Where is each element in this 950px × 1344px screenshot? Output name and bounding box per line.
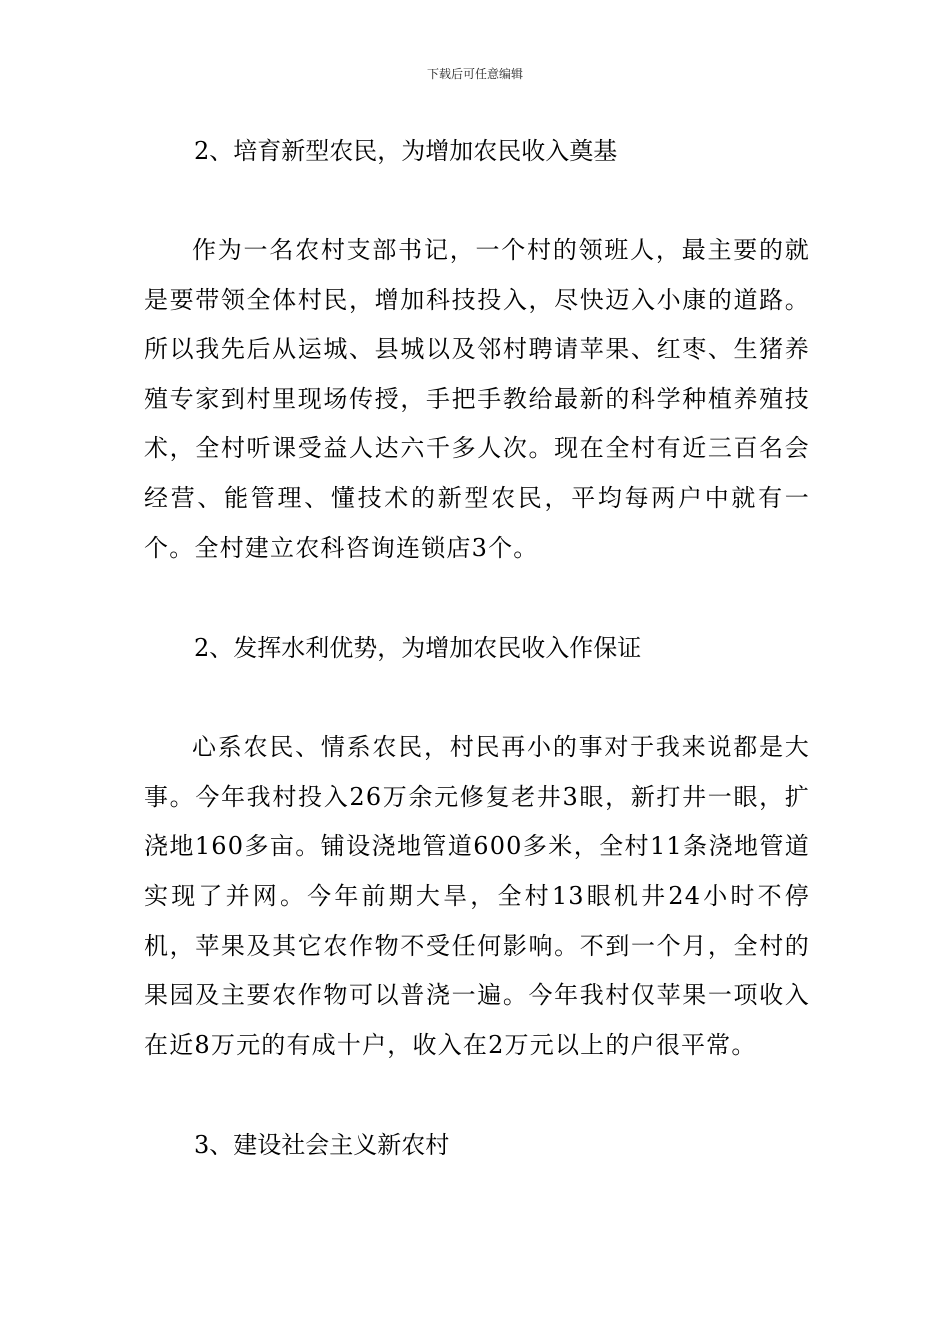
section-heading-2: 2、发挥水利优势，为增加农民收入作保证: [194, 634, 642, 663]
section-heading-3: 3、建设社会主义新农村: [194, 1131, 450, 1160]
page-header-note: 下载后可任意编辑: [426, 67, 523, 81]
section-paragraph-1: 作为一名农村支部书记，一个村的领班人，最主要的就是要带领全体村民，增加科技投入，尽快迈入小康的道路。所以我先后从运城、县城以及邻村聘请苹果、红枣、生猪养殖专家到村里现场传授，手把手教给最新的科学种植养殖技术，全村听课受益人达六千多人次。现在全村有近三百名会经营、能管理、懂技术的新型农民，平均每两户中就有一个。全村建立农科咨询连锁店3个。: [144, 236, 810, 562]
section-paragraph-2: 心系农民、情系农民，村民再小的事对于我来说都是大事。今年我村投入26万余元修复老井3眼，新打井一眼，扩浇地160多亩。铺设浇地管道600多米，全村11条浇地管道实现了并网。今年前期大旱，全村13眼机井24小时不停机，苹果及其它农作物不受任何影响。不到一个月，全村的果园及主要农作物可以普浇一遍。今年我村仅苹果一项收入在近8万元的有成十户，收入在2万元以上的户很平常。: [144, 733, 810, 1059]
document-body: [144, 126, 810, 1220]
section-heading-1: 2、培育新型农民，为增加农民收入奠基: [194, 137, 618, 165]
